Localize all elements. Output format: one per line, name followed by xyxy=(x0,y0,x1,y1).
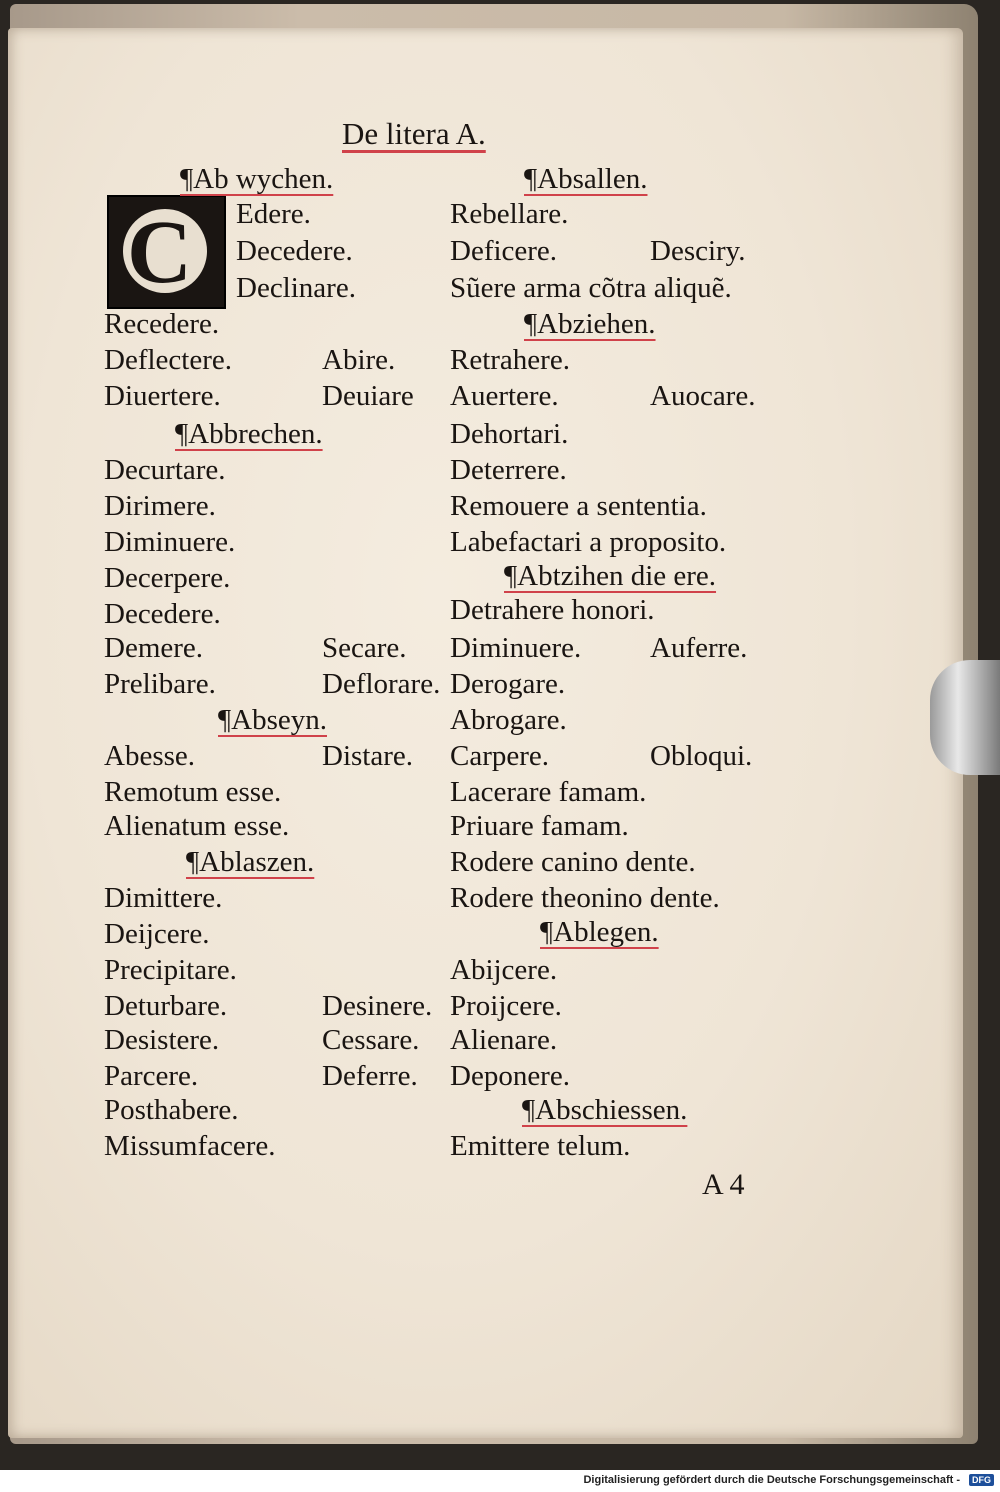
section-heading: ¶Abseyn. xyxy=(218,704,327,736)
left-entry xyxy=(104,382,221,411)
right-entry xyxy=(450,528,726,557)
right-entry xyxy=(522,1096,687,1125)
right-entry xyxy=(450,237,557,266)
entry-word: Diminuere. xyxy=(450,632,582,664)
entry-word: Retrahere. xyxy=(450,344,570,376)
left-entry xyxy=(104,992,227,1021)
entry-synonym: Auocare. xyxy=(650,380,756,412)
entry-word: Priuare famam. xyxy=(450,810,629,842)
left-entry xyxy=(104,310,219,339)
entry-word: Emittere telum. xyxy=(450,1130,631,1162)
entry-synonym: Cessare. xyxy=(322,1024,420,1056)
entry-word: Sũere arma cõtra aliquẽ. xyxy=(450,272,732,304)
entry-word: Carpere. xyxy=(450,740,550,772)
entry-word: Deflectere. xyxy=(104,344,232,376)
entry-synonym: Desciry. xyxy=(650,235,746,267)
right-entry xyxy=(450,742,549,771)
entry-word: Decedere. xyxy=(236,235,353,267)
entry-synonym: Deuiare xyxy=(322,380,414,412)
right-entry xyxy=(450,346,570,375)
entry-word: Alienare. xyxy=(450,1024,558,1056)
entry-word: Deponere. xyxy=(450,1060,570,1092)
right-entry xyxy=(450,1062,570,1091)
right-entry xyxy=(450,596,655,625)
entry-word: Decerpere. xyxy=(104,562,231,594)
entry-word: Abijcere. xyxy=(450,954,558,986)
right-entry xyxy=(450,382,559,411)
right-entry xyxy=(450,492,707,521)
right-entry xyxy=(450,1132,630,1161)
entry-word: Precipitare. xyxy=(104,954,237,986)
right-entry xyxy=(524,310,656,339)
entry-word: Abesse. xyxy=(104,740,196,772)
left-entry xyxy=(104,346,232,375)
entry-word: Decurtare. xyxy=(104,454,226,486)
right-entry xyxy=(450,420,568,449)
right-entry xyxy=(450,992,562,1021)
entry-word: Proijcere. xyxy=(450,990,562,1022)
left-entry xyxy=(104,920,209,949)
right-entry xyxy=(450,634,581,663)
entry-word: Detrahere honori. xyxy=(450,594,655,626)
right-entry xyxy=(450,706,567,735)
left-entry xyxy=(175,420,323,449)
left-entry xyxy=(104,1132,276,1161)
left-entry xyxy=(104,812,289,841)
left-entry xyxy=(104,1026,219,1055)
section-heading: ¶Abschiessen. xyxy=(522,1094,688,1126)
left-entry xyxy=(236,237,353,266)
right-entry xyxy=(450,956,557,985)
left-entry xyxy=(104,1062,198,1091)
right-entry xyxy=(450,812,629,841)
right-entry xyxy=(540,918,659,947)
entry-synonym: Auferre. xyxy=(650,632,748,664)
entry-word: Declinare. xyxy=(236,272,356,304)
entry-word: Lacerare famam. xyxy=(450,776,647,808)
entry-word: Parcere. xyxy=(104,1060,199,1092)
section-heading: ¶Ablegen. xyxy=(540,916,659,948)
right-entry xyxy=(450,670,565,699)
left-entry xyxy=(180,165,333,194)
entry-word: Diuertere. xyxy=(104,380,221,412)
left-entry xyxy=(236,274,356,303)
left-entry xyxy=(104,528,235,557)
section-heading: ¶Absallen. xyxy=(524,163,648,195)
entry-word: Deijcere. xyxy=(104,918,210,950)
right-entry xyxy=(450,848,696,877)
entry-word: Deterrere. xyxy=(450,454,567,486)
entry-synonym: Abire. xyxy=(322,344,396,376)
entry-synonym: Deflorare. xyxy=(322,668,441,700)
entry-word: Dirimere. xyxy=(104,490,216,522)
left-entry xyxy=(186,848,314,877)
right-entry xyxy=(450,200,568,229)
left-entry xyxy=(104,456,226,485)
entry-word: Remouere a sententia. xyxy=(450,490,707,522)
section-heading: ¶Abtzihen die ere. xyxy=(504,560,717,592)
section-heading: ¶Ablaszen. xyxy=(186,846,315,878)
left-entry xyxy=(104,778,281,807)
left-entry xyxy=(104,956,237,985)
entry-word: Desistere. xyxy=(104,1024,220,1056)
entry-word: Dimittere. xyxy=(104,882,223,914)
entry-word: Diminuere. xyxy=(104,526,236,558)
entry-word: Rodere canino dente. xyxy=(450,846,696,878)
entry-word: Abrogare. xyxy=(450,704,567,736)
right-entry xyxy=(450,1026,557,1055)
right-entry xyxy=(450,274,732,303)
entry-word: Dehortari. xyxy=(450,418,569,450)
entry-word: Rodere theonino dente. xyxy=(450,882,720,914)
left-entry xyxy=(104,492,216,521)
left-entry xyxy=(104,884,222,913)
entry-word: Rebellare. xyxy=(450,198,569,230)
entry-synonym: Secare. xyxy=(322,632,407,664)
entry-word: Auertere. xyxy=(450,380,559,412)
left-entry xyxy=(104,564,230,593)
dfg-logo: DFG xyxy=(969,1474,994,1486)
footer-text: Digitalisierung gefördert durch die Deutsche Forschungsgemeinschaft - xyxy=(583,1474,960,1486)
entry-synonym: Deferre. xyxy=(322,1060,418,1092)
left-entry xyxy=(236,200,311,229)
page-title: De litera A. xyxy=(342,116,486,151)
section-heading: ¶Ab wychen. xyxy=(180,163,334,195)
entry-word: Alienatum esse. xyxy=(104,810,290,842)
right-entry xyxy=(450,884,720,913)
right-entry xyxy=(450,456,567,485)
left-entry xyxy=(104,742,195,771)
entry-word: Missumfacere. xyxy=(104,1130,276,1162)
entry-word: Edere. xyxy=(236,198,311,230)
entry-word: Deturbare. xyxy=(104,990,228,1022)
page-clip xyxy=(930,660,1000,775)
entry-word: Demere. xyxy=(104,632,204,664)
left-entry xyxy=(104,634,203,663)
initial-letter: C xyxy=(127,203,192,302)
entry-synonym: Obloqui. xyxy=(650,740,753,772)
left-entry xyxy=(218,706,327,735)
right-entry xyxy=(524,165,647,194)
entry-word: Posthabere. xyxy=(104,1094,239,1126)
entry-word: Prelibare. xyxy=(104,668,216,700)
section-heading: ¶Abziehen. xyxy=(524,308,656,340)
entry-synonym: Distare. xyxy=(322,740,413,772)
right-entry xyxy=(450,778,646,807)
left-entry xyxy=(104,1096,239,1125)
footer-bar xyxy=(0,1470,1000,1492)
entry-word: Derogare. xyxy=(450,668,566,700)
left-entry xyxy=(104,670,216,699)
entry-word: Labefactari a proposito. xyxy=(450,526,727,558)
right-entry xyxy=(504,562,716,591)
left-entry xyxy=(104,600,221,629)
entry-word: Recedere. xyxy=(104,308,220,340)
entry-word: Decedere. xyxy=(104,598,221,630)
entry-word: Remotum esse. xyxy=(104,776,282,808)
page-signature: A 4 xyxy=(702,1168,745,1201)
section-heading: ¶Abbrechen. xyxy=(175,418,323,450)
entry-synonym: Desinere. xyxy=(322,990,433,1022)
entry-word: Deficere. xyxy=(450,235,558,267)
decorated-initial xyxy=(107,195,226,309)
